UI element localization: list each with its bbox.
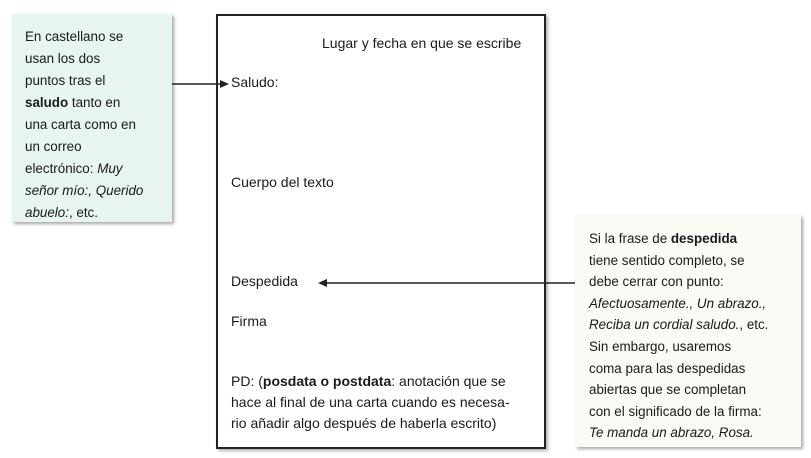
ps-term: posdata o postdata	[262, 373, 392, 389]
note-text: puntos tras el	[25, 73, 106, 88]
note-text: Te manda un abrazo, Rosa.	[589, 425, 754, 441]
closing-label: Despedida	[231, 273, 298, 289]
note-text: electrónico:	[25, 161, 98, 176]
postscript-line: rio añadir algo después de haberla escrito)	[231, 415, 497, 431]
note-text: Afectuosamente., Un abrazo.,	[589, 295, 767, 311]
signature-label: Firma	[231, 313, 267, 329]
note-text: , etc.	[68, 205, 98, 220]
note-text: saludo	[25, 95, 69, 110]
ps-prefix: PD: (	[231, 373, 263, 389]
greeting-label: Saludo:	[231, 74, 279, 90]
note-text: , etc.	[739, 317, 769, 333]
arrow-to-greeting	[172, 80, 229, 88]
note-text: abuelo:	[25, 205, 69, 220]
note-text: Si la frase de	[589, 231, 671, 246]
ps-rest: : anotación que se	[391, 373, 506, 389]
note-text: Muy	[97, 161, 123, 176]
body-label: Cuerpo del texto	[231, 174, 334, 190]
note-text: abiertas que se completan	[589, 382, 747, 398]
place-date-label: Lugar y fecha en que se escribe	[322, 35, 522, 51]
note-text: tiene sentido completo, se	[589, 252, 745, 268]
note-text: con el significado de la firma:	[589, 403, 762, 419]
note-text: coma para las despedidas	[589, 360, 746, 376]
note-text: tanto en	[68, 95, 121, 110]
note-text: señor mío:, Querido	[25, 183, 144, 198]
note-text: un correo	[25, 139, 82, 154]
note-text: despedida	[670, 231, 738, 246]
note-text: Sin embargo, usaremos	[589, 338, 732, 354]
note-text: Reciba un cordial saludo.	[589, 317, 740, 333]
arrow-to-closing	[318, 279, 575, 287]
note-text: una carta como en	[25, 117, 136, 132]
note-text: debe cerrar con punto:	[589, 274, 724, 290]
postscript-line: hace al final de una carta cuando es necesa-	[231, 394, 510, 410]
note-text: usan los dos	[25, 51, 101, 66]
note-text: En castellano se	[25, 29, 124, 44]
